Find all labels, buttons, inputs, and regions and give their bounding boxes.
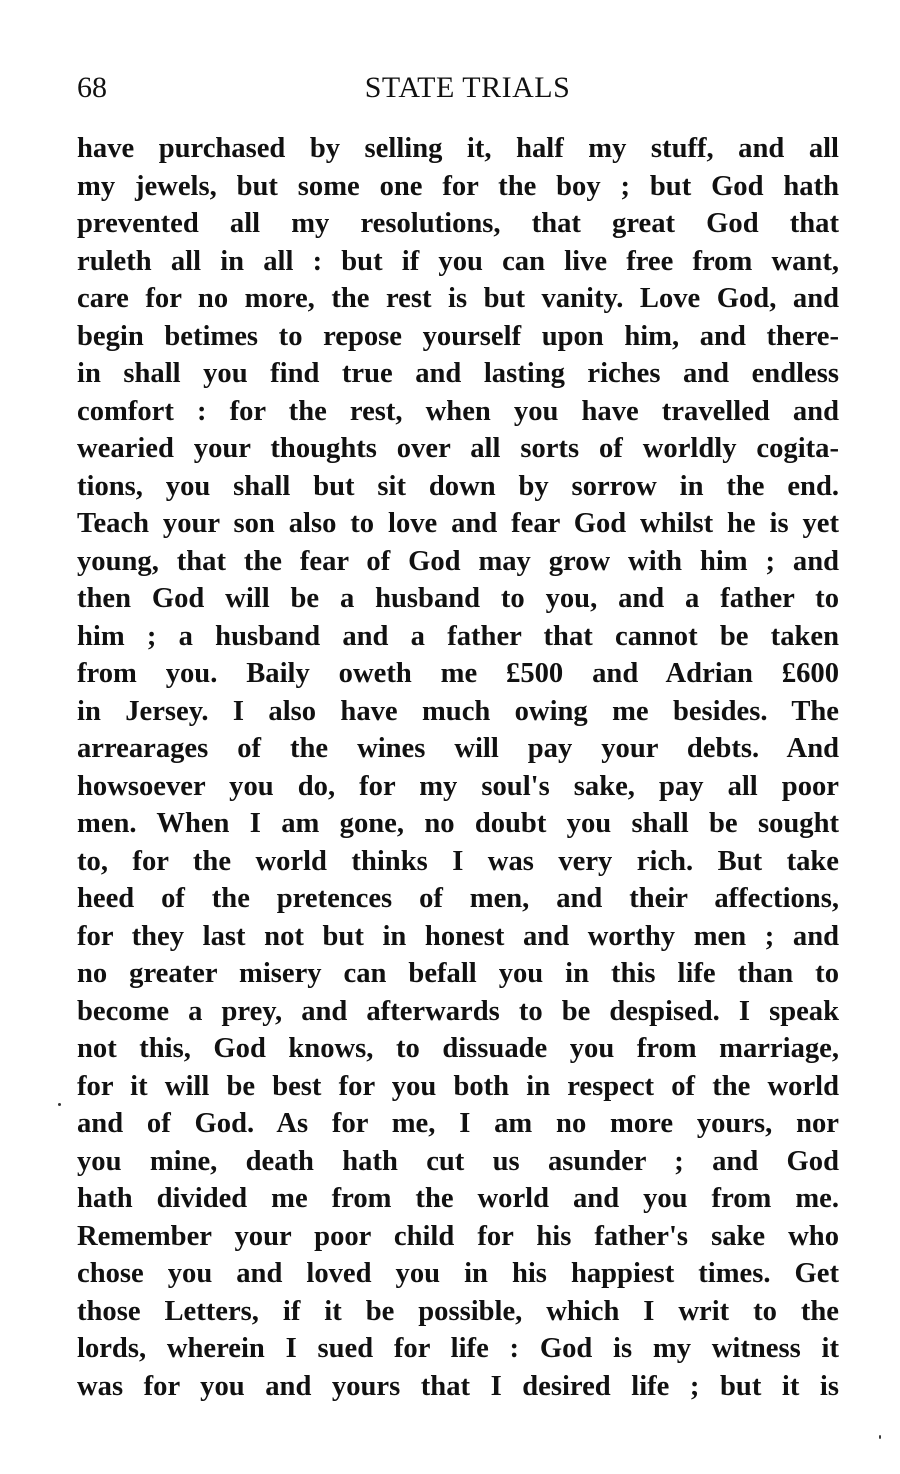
text-line: arrearages of the wines will pay your debts. And — [77, 733, 839, 764]
text-line: chose you and loved you in his happiest times. Get — [77, 1258, 839, 1289]
text-line: and of God. As for me, I am no more yours, nor — [77, 1108, 839, 1139]
running-head: STATE TRIALS — [364, 71, 571, 104]
text-line: my jewels, but some one for the boy ; but God hath — [77, 170, 839, 202]
text-line: lords, wherein I sued for life : God is my witness it — [77, 1333, 839, 1364]
text-line: ruleth all in all : but if you can live free from want, — [77, 245, 839, 277]
text-line: in Jersey. I also have much owing me besides. The — [77, 695, 839, 727]
text-line: in shall you find true and lasting riches and endless — [77, 358, 839, 389]
text-line: become a prey, and afterwards to be despised. I speak — [77, 995, 839, 1027]
text-line: tions, you shall but sit down by sorrow in the end. — [77, 470, 839, 502]
text-line: Remember your poor child for his father's sake who — [77, 1220, 839, 1252]
text-line: howsoever you do, for my soul's sake, pay all poor — [77, 770, 839, 802]
text-line: then God will be a husband to you, and a father to — [77, 583, 839, 614]
text-line: you mine, death hath cut us asunder ; and God — [77, 1145, 839, 1177]
text-line: hath divided me from the world and you from me. — [77, 1183, 839, 1214]
text-line: care for no more, the rest is but vanity. Love God, and — [77, 283, 839, 314]
text-line: those Letters, if it be possible, which I writ to the — [77, 1295, 839, 1327]
body-text — [77, 130, 839, 1405]
text-line: for they last not but in honest and worthy men ; and — [77, 920, 839, 952]
text-line: young, that the fear of God may grow with him ; and — [77, 545, 839, 577]
text-line: for it will be best for you both in respect of the world — [77, 1070, 839, 1102]
print-speck — [58, 1103, 61, 1106]
text-line: him ; a husband and a father that cannot be taken — [77, 620, 839, 652]
text-line: from you. Baily oweth me £500 and Adrian £600 — [77, 658, 839, 689]
text-line: prevented all my resolutions, that great God that — [77, 208, 839, 239]
text-line: not this, God knows, to dissuade you from marriage, — [77, 1033, 839, 1064]
print-speck — [879, 1435, 881, 1439]
text-line: have purchased by selling it, half my stuff, and all — [77, 133, 839, 164]
page-header — [77, 68, 838, 108]
text-line: begin betimes to repose yourself upon him, and there- — [77, 320, 839, 352]
text-line: Teach your son also to love and fear God whilst he is yet — [77, 508, 839, 539]
text-line: comfort : for the rest, when you have travelled and — [77, 395, 839, 427]
text-line: men. When I am gone, no doubt you shall be sought — [77, 808, 839, 839]
page-number: 68 — [77, 71, 107, 104]
text-line: was for you and yours that I desired life ; but it is — [77, 1370, 839, 1402]
text-line: wearied your thoughts over all sorts of worldly cogita- — [77, 433, 839, 464]
text-line: heed of the pretences of men, and their affections, — [77, 883, 839, 914]
text-line: to, for the world thinks I was very rich. But take — [77, 845, 839, 877]
text-line: no greater misery can befall you in this life than to — [77, 958, 839, 989]
